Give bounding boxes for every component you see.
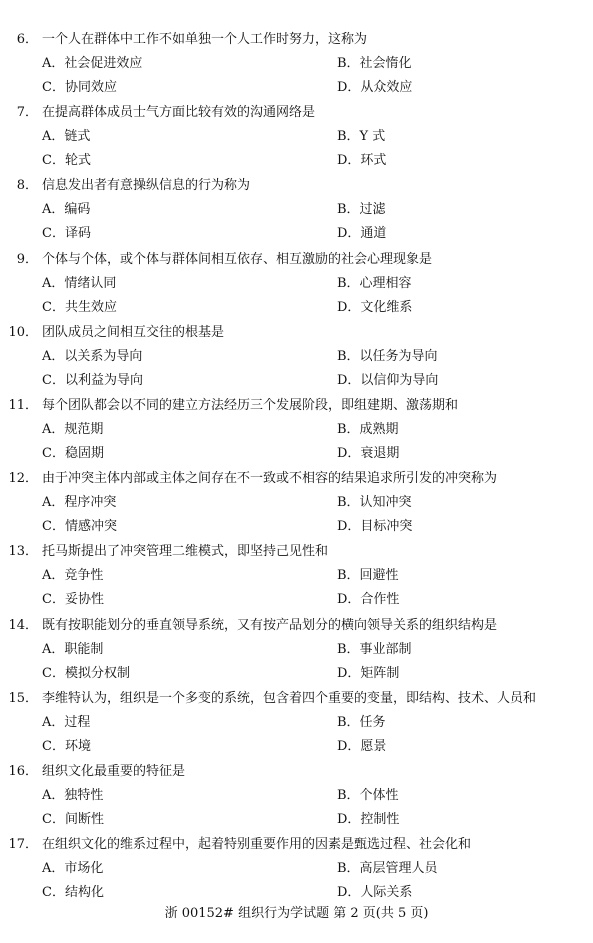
question-number: 11． [8, 398, 38, 413]
answer-option: C．稳固期 [42, 446, 104, 461]
answer-option: B．任务 [337, 714, 386, 730]
answer-option: B．心理相容 [337, 275, 412, 291]
answer-option: A．程序冲突 [42, 495, 117, 511]
answer-option: A．独特性 [42, 788, 104, 803]
answer-option: A．市场化 [42, 861, 104, 877]
answer-option: C．译码 [42, 226, 91, 242]
question-stem [0, 616, 593, 636]
answer-option: A．规范期 [42, 422, 104, 437]
answer-option: D．愿景 [337, 738, 387, 754]
answer-option: B．以任务为导向 [337, 348, 438, 364]
question-number: 12． [8, 471, 38, 487]
question-number: 15． [8, 690, 38, 706]
answer-option: A．链式 [42, 129, 91, 145]
answer-option: D．通道 [337, 226, 387, 242]
answer-option: C．情感冲突 [42, 519, 117, 535]
question-number: 10． [8, 324, 38, 340]
question-text: 由于冲突主体内部或主体之间存在不一致或不相容的结果追求所引发的冲突称为 [42, 471, 498, 487]
answer-option: A．竞争性 [42, 568, 104, 584]
question-number: 17． [8, 837, 38, 853]
answer-option: D．控制性 [337, 812, 400, 827]
question-stem [0, 176, 593, 196]
answer-option: A．过程 [42, 714, 91, 730]
answer-option: C．妥协性 [42, 592, 104, 608]
answer-option: A．社会促进效应 [42, 56, 143, 71]
question-number: 8． [16, 178, 38, 194]
question-number: 9． [16, 251, 38, 267]
question-text: 在组织文化的维系过程中，起着特别重要作用的因素是甄选过程、社会化和 [42, 837, 472, 853]
answer-option: B．过滤 [337, 202, 386, 218]
answer-option: B．事业部制 [337, 641, 412, 657]
answer-option: B．社会惰化 [337, 56, 412, 71]
answer-option: D．人际关系 [337, 885, 413, 901]
question-number: 14． [8, 617, 38, 633]
answer-option: C．结构化 [42, 885, 104, 901]
answer-option: A．情绪认同 [42, 275, 117, 291]
answer-option: D．从众效应 [337, 80, 413, 95]
answer-option: D．矩阵制 [337, 665, 400, 681]
answer-option: C．环境 [42, 738, 91, 754]
answer-option: B．Y 式 [337, 129, 386, 145]
answer-option: D．衰退期 [337, 446, 400, 461]
answer-option: C．以利益为导向 [42, 372, 143, 388]
question-text: 一个人在群体中工作不如单独一个人工作时努力，这称为 [42, 32, 368, 47]
question-text: 每个团队都会以不同的建立方法经历三个发展阶段，即组建期、激荡期和 [42, 398, 459, 413]
answer-option: B．成熟期 [337, 422, 399, 437]
question-text: 组织文化最重要的特征是 [42, 764, 186, 779]
answer-option: C．协同效应 [42, 80, 117, 95]
answer-option: C．间断性 [42, 812, 104, 827]
answer-option: D．合作性 [337, 592, 400, 608]
question-stem [0, 762, 593, 782]
answer-option: B．个体性 [337, 788, 399, 803]
answer-option: D．以信仰为导向 [337, 372, 439, 388]
question-number: 13． [8, 544, 38, 560]
question-stem [0, 542, 593, 562]
answer-option: C．模拟分权制 [42, 665, 130, 681]
answer-option: B．回避性 [337, 568, 399, 584]
question-text: 团队成员之间相互交往的根基是 [42, 324, 225, 340]
question-stem [0, 250, 593, 270]
answer-option: A．编码 [42, 202, 91, 218]
answer-option: B．认知冲突 [337, 495, 412, 511]
answer-option: D．环式 [337, 153, 387, 169]
question-text: 个体与个体，或个体与群体间相互依存、相互激励的社会心理现象是 [42, 251, 433, 267]
answer-option: C．轮式 [42, 153, 91, 169]
question-text: 既有按职能划分的垂直领导系统，又有按产品划分的横向领导关系的组织结构是 [42, 617, 498, 633]
question-number: 16． [8, 764, 38, 779]
question-stem [0, 469, 593, 489]
question-text: 李维特认为，组织是一个多变的系统，包含着四个重要的变量，即结构、技术、人员和 [42, 690, 537, 706]
question-stem [0, 835, 593, 855]
answer-option: D．文化维系 [337, 299, 413, 315]
question-stem [0, 103, 593, 123]
answer-option: A．职能制 [42, 641, 104, 657]
answer-option: C．共生效应 [42, 299, 117, 315]
question-number: 6． [16, 32, 38, 47]
question-text: 在提高群体成员士气方面比较有效的沟通网络是 [42, 105, 316, 121]
answer-option: B．高层管理人员 [337, 861, 438, 877]
answer-option: A．以关系为导向 [42, 348, 143, 364]
question-text: 信息发出者有意操纵信息的行为称为 [42, 178, 251, 194]
question-text: 托马斯提出了冲突管理二维模式，即坚持己见性和 [42, 544, 329, 560]
question-stem [0, 689, 593, 709]
question-stem [0, 396, 593, 416]
question-stem [0, 323, 593, 343]
page-footer: 浙 00152# 组织行为学试题 第 2 页(共 5 页) [164, 906, 429, 921]
question-number: 7． [16, 105, 38, 121]
answer-option: D．目标冲突 [337, 519, 413, 535]
question-stem [0, 30, 593, 50]
